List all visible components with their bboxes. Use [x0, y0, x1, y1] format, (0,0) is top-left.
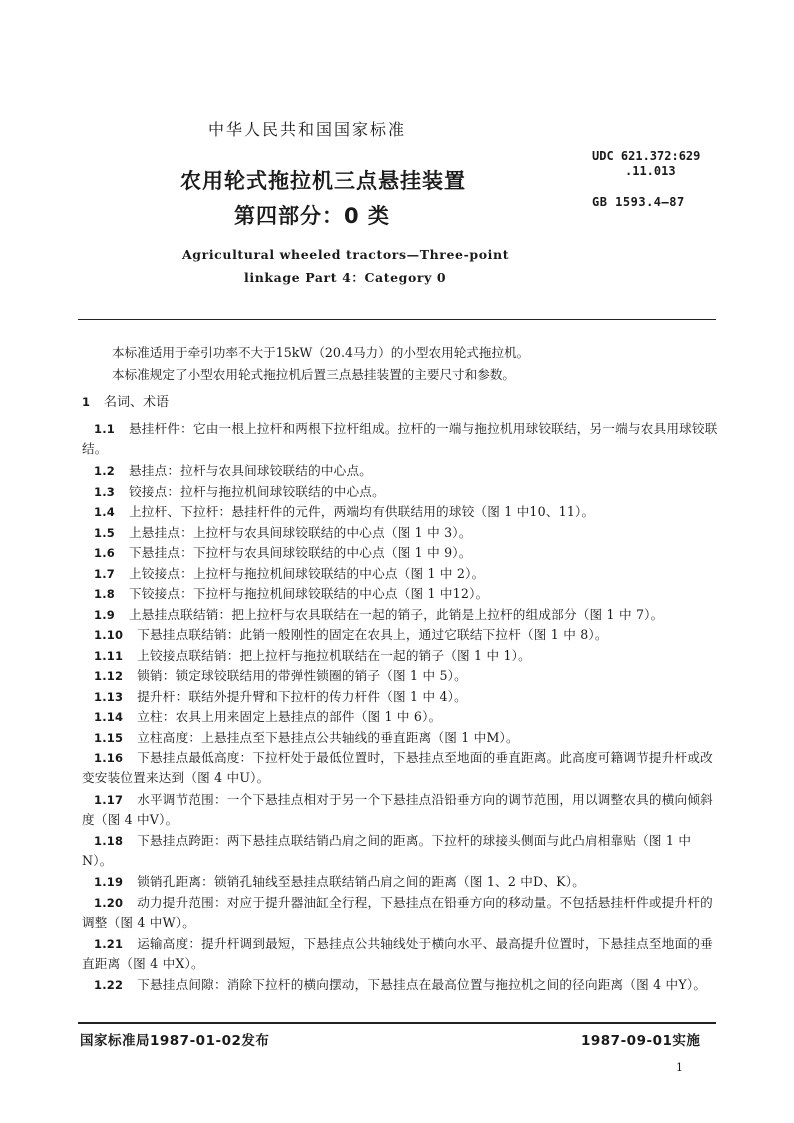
intro-scope: 本标准适用于牵引功率不大于15kW（20.4马力）的小型农用轮式拖拉机。 — [112, 345, 530, 360]
english-title-line1: Agricultural wheeled tractors—Three-point — [182, 247, 510, 262]
clause-1-16: 1.16 下悬挂点最低高度：下拉杆处于最低位置时，下悬挂点至地面的垂直距离。此高度可籍调节提升杆或改变安装位置来达到（图 4 中U）。 — [82, 750, 713, 785]
clause-1-4: 1.4 上拉杆、下拉杆：悬挂杆件的元件，两端均有供联结用的球铰（图 1 中10、11）。 — [94, 504, 595, 519]
effective-date: 1987-09-01实施 — [581, 1033, 701, 1049]
clause-1-11: 1.11 上铰接点联结销：把上拉杆与拖拉机联结在一起的销子（图 1 中 1）。 — [94, 648, 531, 663]
section-number: 1 — [82, 395, 91, 409]
clause-1-6: 1.6 下悬挂点：下拉杆与农具间球铰联结的中心点（图 1 中 9）。 — [94, 545, 472, 560]
clause-1-15: 1.15 立柱高度：上悬挂点至下悬挂点公共轴线的垂直距离（图 1 中M）。 — [94, 730, 519, 745]
english-title-line2: linkage Part 4：Category 0 — [244, 270, 447, 285]
clause-1-21: 1.21 运输高度：提升杆调到最短，下悬挂点公共轴线处于横向水平、最高提升位置时，下悬挂点至地面的垂直距离（图 4 中X）。 — [82, 936, 713, 971]
header-divider — [78, 319, 716, 320]
clause-1-1: 1.1 悬挂杆件：它由一根上拉杆和两根下拉杆组成。拉杆的一端与拖拉机用球铰联结，另一端与农具用球铰联结。 — [82, 421, 718, 456]
clause-1-13: 1.13 提升杆：联结外提升臂和下拉杆的传力杆件（图 1 中 4）。 — [94, 689, 467, 704]
clause-1-20: 1.20 动力提升范围：对应于提升器油缸全行程，下悬挂点在铅垂方向的移动量。不包括悬挂杆件或提升杆的调整（图 4 中W）。 — [82, 895, 713, 930]
udc-code-continued: .11.013 — [625, 164, 676, 178]
footer-divider — [78, 1022, 716, 1024]
issuing-agency: 中华人民共和国国家标准 — [208, 120, 407, 139]
issue-date: 国家标准局1987-01-02发布 — [80, 1033, 270, 1049]
intro-purpose: 本标准规定了小型农用轮式拖拉机后置三点悬挂装置的主要尺寸和参数。 — [112, 367, 515, 382]
clause-1-19: 1.19 锁销孔距离：锁销孔轴线至悬挂点联结销凸肩之间的距离（图 1、2 中D、K）。 — [94, 874, 586, 889]
page-number: 1 — [676, 1061, 683, 1074]
document-title: 农用轮式拖拉机三点悬挂装置 — [180, 169, 466, 193]
section-heading — [82, 391, 169, 410]
clause-1-17: 1.17 水平调节范围：一个下悬挂点相对于另一个下悬挂点沿铅垂方向的调节范围，用以调整农具的横向倾斜度（图 4 中V）。 — [82, 792, 713, 827]
udc-code: UDC 621.372:629 — [592, 149, 701, 163]
clause-1-22: 1.22 下悬挂点间隙：消除下拉杆的横向摆动，下悬挂点在最高位置与拖拉机之间的径向距离（图 4 中Y）。 — [94, 977, 707, 992]
clause-1-12: 1.12 锁销：锁定球铰联结用的带弹性锁圈的销子（图 1 中 5）。 — [94, 668, 467, 683]
standard-number: GB 1593.4—87 — [592, 195, 685, 209]
clause-1-3: 1.3 铰接点：拉杆与拖拉机间球铰联结的中心点。 — [94, 484, 385, 499]
clause-1-10: 1.10 下悬挂点联结销：此销一般刚性的固定在农具上，通过它联结下拉杆（图 1 中 8）。 — [94, 627, 608, 642]
clause-1-9: 1.9 上悬挂点联结销：把上拉杆与农具联结在一起的销子，此销是上拉杆的组成部分（图 1 中 7）。 — [94, 607, 664, 622]
section-title: 名词、术语 — [104, 395, 170, 410]
clause-1-14: 1.14 立柱：农具上用来固定上悬挂点的部件（图 1 中 6）。 — [94, 709, 442, 724]
clause-1-7: 1.7 上铰接点：上拉杆与拖拉机间球铰联结的中心点（图 1 中 2）。 — [94, 566, 485, 581]
document-subtitle: 第四部分：0 类 — [234, 204, 390, 228]
clause-1-2: 1.2 悬挂点：拉杆与农具间球铰联结的中心点。 — [94, 463, 373, 478]
clause-1-8: 1.8 下铰接点：下拉杆与拖拉机间球铰联结的中心点（图 1 中12）。 — [94, 586, 489, 601]
clause-1-5: 1.5 上悬挂点：上拉杆与农具间球铰联结的中心点（图 1 中 3）。 — [94, 525, 472, 540]
clause-1-18: 1.18 下悬挂点跨距：两下悬挂点联结销凸肩之间的距离。下拉杆的球接头侧面与此凸肩相靠贴（图 1 中N）。 — [82, 833, 692, 868]
